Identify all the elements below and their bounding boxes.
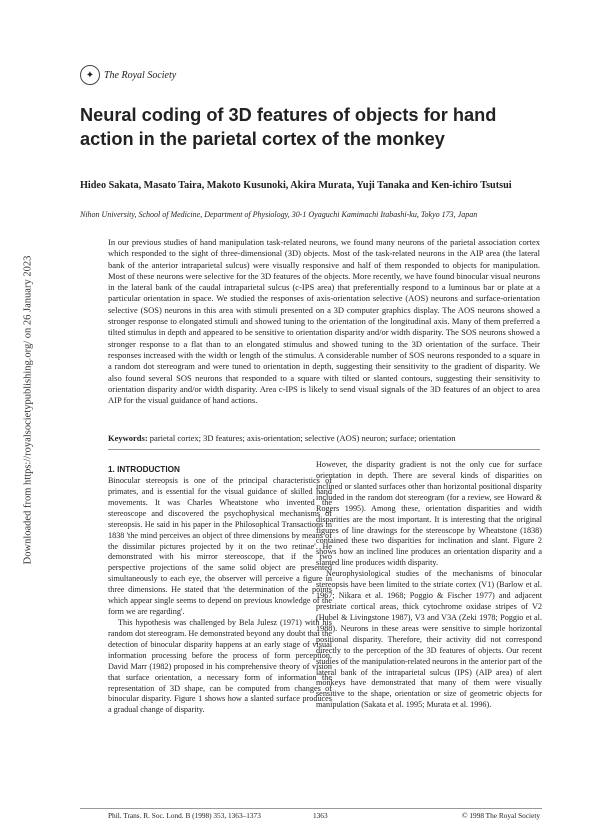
section-heading: 1. INTRODUCTION xyxy=(108,465,180,474)
divider xyxy=(108,449,540,450)
body-column-right xyxy=(316,460,542,711)
footer-divider xyxy=(80,808,542,809)
publisher-name: The Royal Society xyxy=(104,69,177,81)
publisher-logo xyxy=(80,60,200,90)
royal-society-emblem-icon: ✦ xyxy=(80,65,100,85)
copyright: © 1998 The Royal Society xyxy=(462,811,540,820)
keywords-label: Keywords: xyxy=(108,433,148,443)
paragraph: Binocular stereopsis is one of the principal characteristics of primates, and is essential for the visual guidance of skilled hand movements. It was Charles Wheatstone who invented the stereoscope and discovered the psychophysical mechanisms of stereopsis. He said in his paper in the Philosophical Transactions in 1838 'the mind perceives an object of three dimensions by means of the dissimilar pictures projected by it on the two retinae'. He demonstrated with his mirror stereoscope, that if the two perspective projections of the same solid object are presented simultaneously to each eye, the observer will perceive a figure in three dimensions. He stated that 'the determination of the points which appear single seems to depend on previous knowledge of the form we are regarding'. xyxy=(108,476,332,617)
download-note-vertical xyxy=(8,115,48,705)
download-note-text: Downloaded from https://royalsocietypublishing.org/ on 26 January 2023 xyxy=(22,255,34,565)
keywords-list: parietal cortex; 3D features; axis-orientation; selective (AOS) neuron; surface; orientation xyxy=(149,433,456,443)
citation: Phil. Trans. R. Soc. Lond. B (1998) 353, 1363–1373 xyxy=(108,811,261,820)
paragraph: Neurophysiological studies of the mechanisms of binocular stereopsis have been limited to the striate cortex (V1) (Barlow et al. 1967; Nikara et al. 1968; Poggio & Fischer 1977) and adjacent prestriate cortical areas, thick cytochrome oxidase stripes of V2 (Hubel & Livingstone 1987), V3 and V3A (Zeki 1978; Poggio et al. 1988). Neurons in these areas were sensitive to simple horizontal positional disparity. Therefore, their activity did not correspond directly to the perception of the 3D features of objects. Our recent studies of the manipulation-related neurons in the anterior part of the lateral bank of the intraparietal sulcus (IPS) (AIP area) of alert monkeys have demonstrated that many of them were visually sensitive to the shape, orientation or size of geometric objects for manipulation (Sakata et al. 1995; Murata et al. 1996). xyxy=(316,569,542,710)
paper-title: Neural coding of 3D features of objects for hand action in the parietal cortex of the monkey xyxy=(80,105,497,149)
author-list: Hideo Sakata, Masato Taira, Makoto Kusunoki, Akira Murata, Yuji Tanaka and Ken-ichiro Tsutsui xyxy=(80,180,512,191)
paragraph: This hypothesis was challenged by Bela Julesz (1971) with his random dot stereogram. He demonstrated beyond any doubt that the detection of binocular disparity happens at an early stage of visual information processing before the process of form perception. David Marr (1982) proposed in his comprehensive theory of vision that surface orientation, a necessary form of information the representation of 3D shape, can be computed from changes of binocular disparity. Figure 1 shows how a slanted surface produces a gradual change of disparity. xyxy=(108,617,332,715)
paragraph: However, the disparity gradient is not the only cue for surface orientation in depth. There are several kinds of disparities on inclined or slanted surfaces other than horizontal positional disparity included in the random dot stereogram (for a review, see Howard & Rogers 1995). Among these, orientation disparities and width disparities are the most important. It is interesting that the original figures of line drawings for the stereoscope by Wheatstone (1838) contained these two disparities for inclination and slant. Figure 2 shows how an inclined line produces an orientation disparity and a slanted line produces width disparity. xyxy=(316,460,542,568)
page-number: 1363 xyxy=(313,811,328,820)
keywords xyxy=(108,433,540,443)
affiliation: Nihon University, School of Medicine, Department of Physiology, 30-1 Oyaguchi Kamimachi Itabashi-ku, Tokyo 173, Japan xyxy=(80,210,478,219)
abstract: In our previous studies of hand manipulation task-related neurons, we found many neurons of the parietal association cortex which responded to the sight of three-dimensional (3D) objects. Most of the task-related neurons in the AIP area (the lateral bank of the anterior intraparietal sulcus) were visually responsive and half of them responded to objects for manipulation. Most of these neurons were selective for the 3D features of the objects. More recently, we have found binocular visual neurons in the lateral bank of the caudal intraparietal sulcus (c-IPS area) that preferentially respond to a luminous bar or plate at a particular orientation in space. We studied the responses of axis-orientation selective (AOS) neurons and surface-orientation selective (SOS) neurons in this area with stimuli presented on a 3D computer graphics display. The AOS neurons showed a stronger response to elongated stimuli and showed tuning to the orientation of the longitudinal axis. Many of them preferred a tilted stimulus in depth and appeared to be sensitive to orientation disparity and/or width disparity. The SOS neurons showed a stronger response to a flat than to an elongated stimulus and showed tuning to the 3D orientation of the surface. Their responses increased with the width or length of the stimulus. A considerable number of SOS neurons responded to a square in a random dot stereogram and were tuned to orientation in depth, suggesting their sensitivity to the gradient of disparity. We also found several SOS neurons that responded to a square with tilted or slanted contours, suggesting their sensitivity to orientation disparity and/or width disparity. Area c-IPS is likely to send visual signals of the 3D features of an object to area AIP for the visual guidance of hand actions. xyxy=(108,237,540,406)
body-column-left xyxy=(108,476,332,716)
